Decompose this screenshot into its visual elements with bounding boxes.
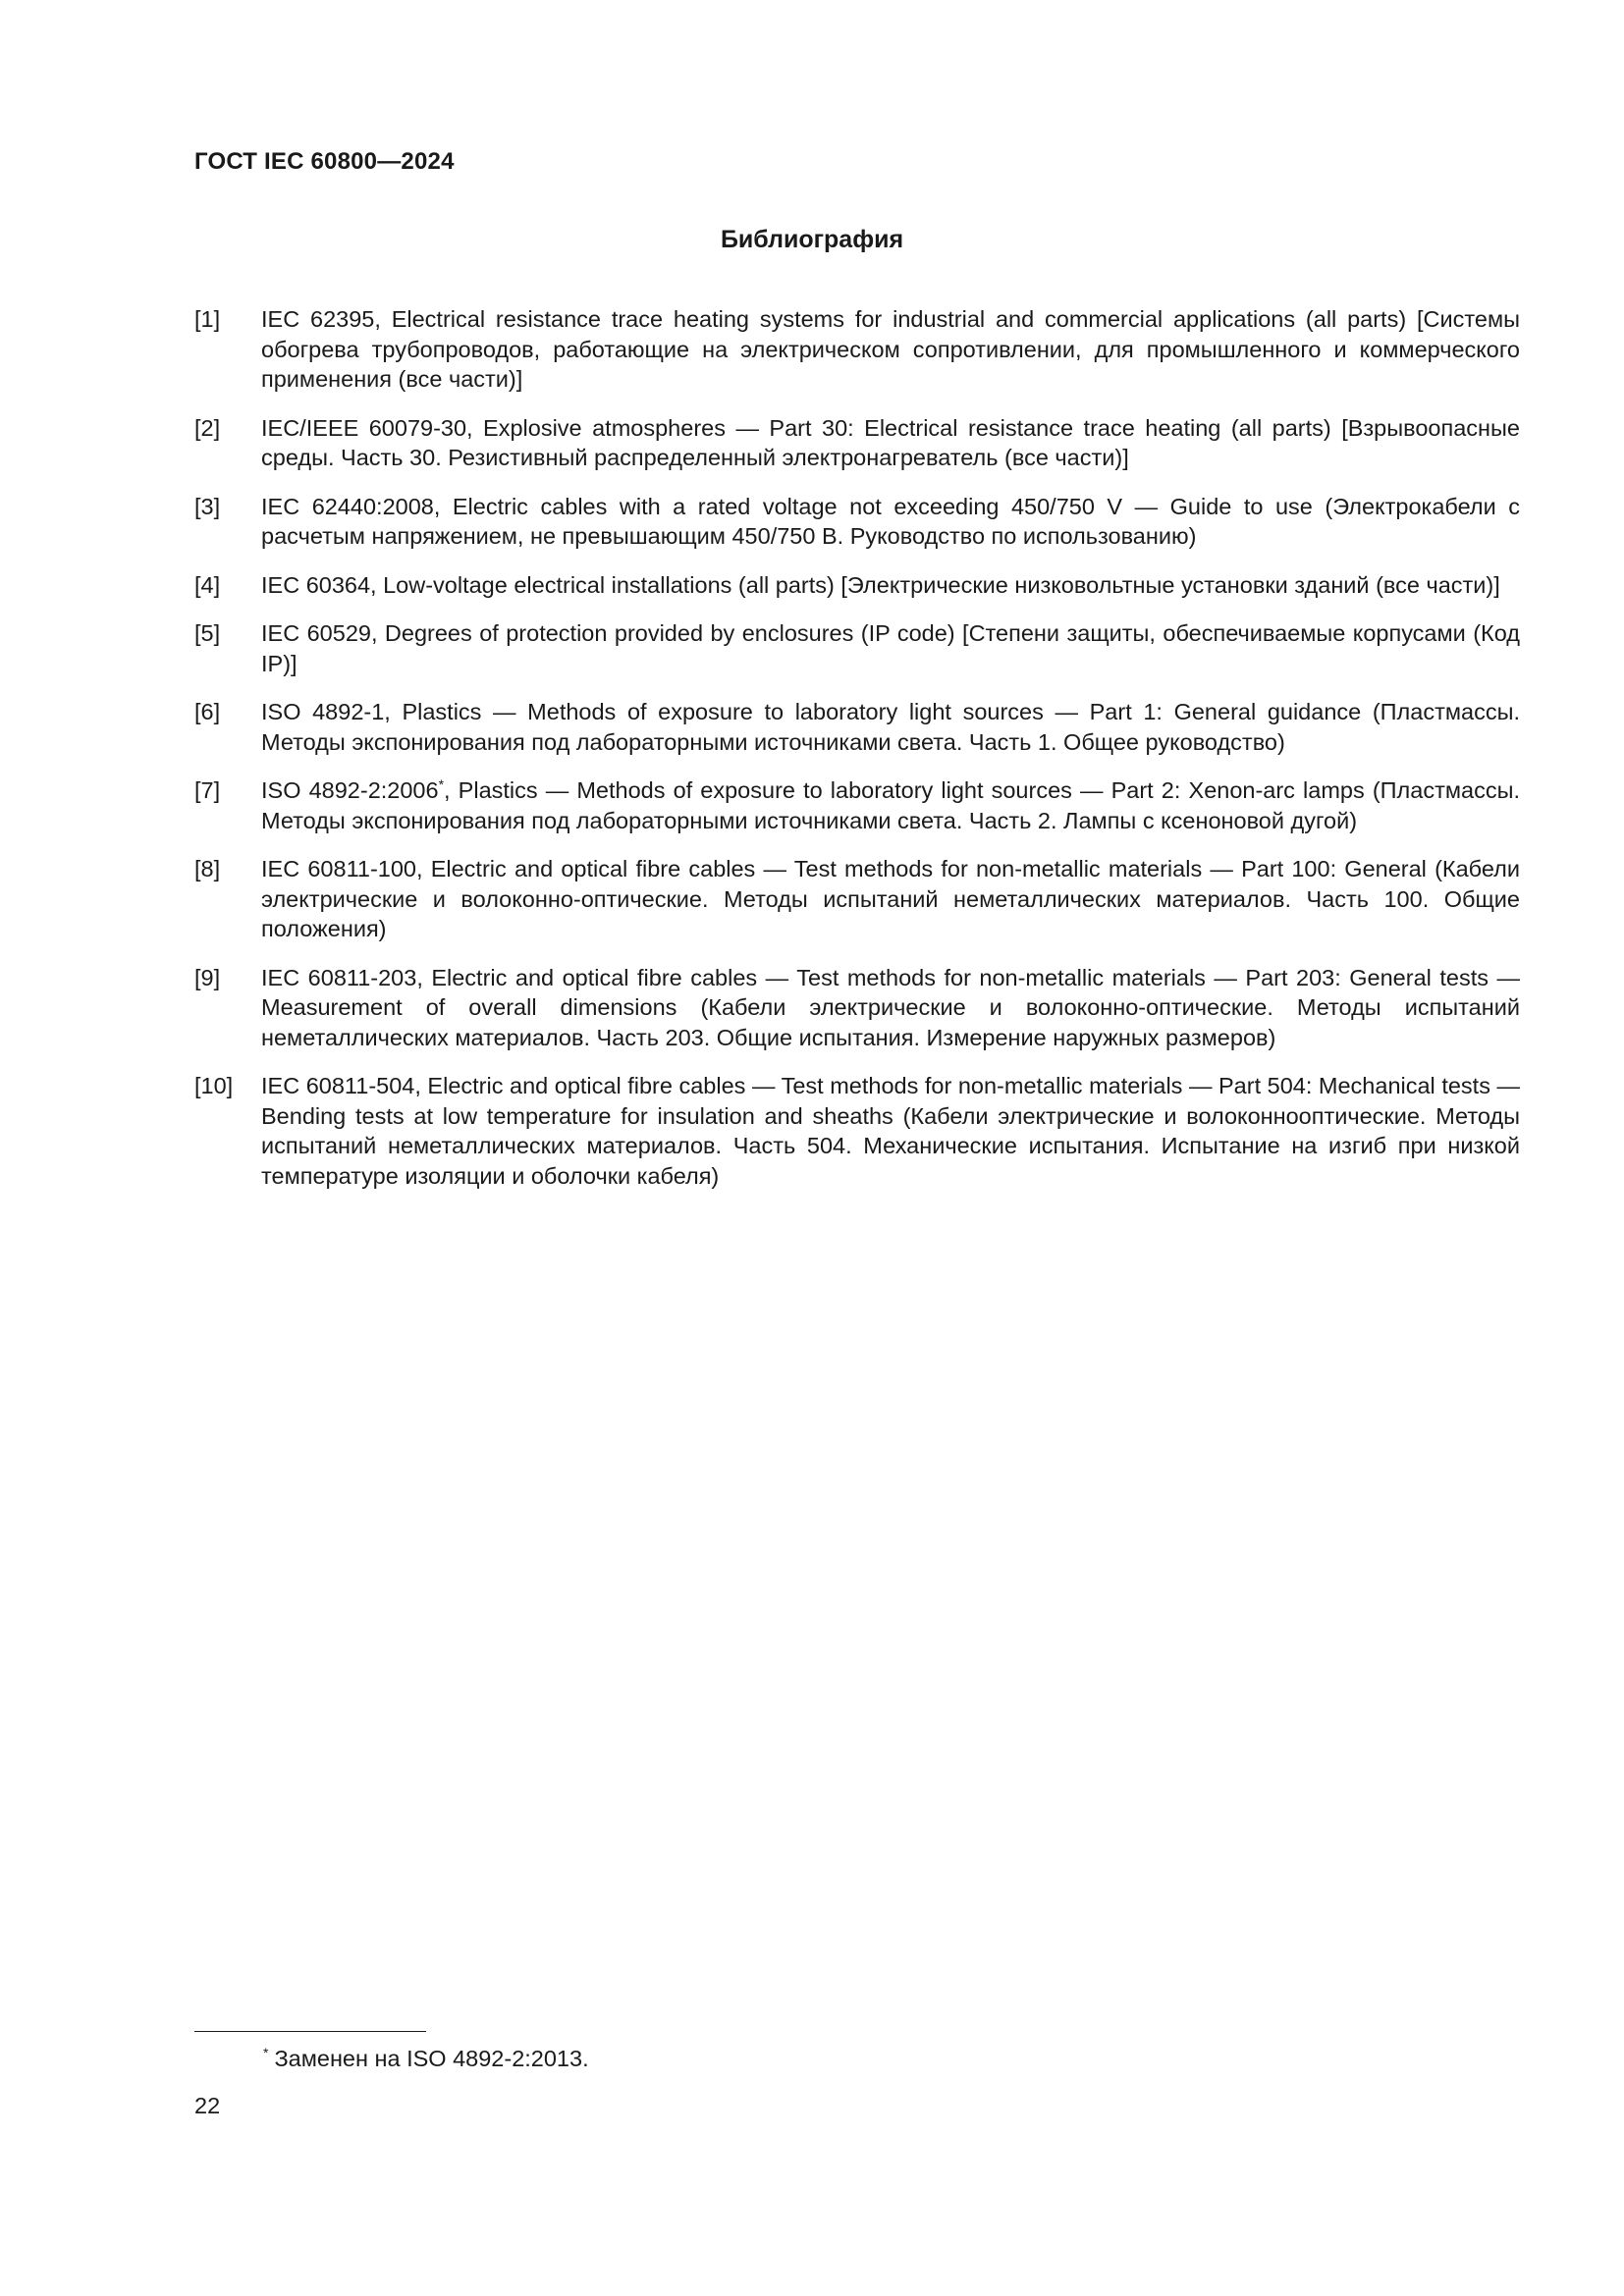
bibliography-entry [194,492,1520,552]
entry-text: IEC 60811-203, Electric and optical fibre cables — Test methods for non-metallic materials — Part 203: General tests — Measurement of overall dimensions (Кабели электрические и волоконно-оптические. Методы испытаний неметаллических материалов. Часть 203. Общие испытания. Измерение наружных размеров) [261,964,1520,1050]
entry-number: [7] [194,777,221,803]
entry-text: IEC 60811-504, Electric and optical fibre cables — Test methods for non-metallic materials — Part 504: Mechanical tests — Bending tests at low temperature for insulation and sheaths (Кабели электрические и волоконнооптические. Методы испытаний неметаллических материалов. Часть 504. Механические испытания. Испытание на изгиб при низкой температуре изоляции и оболочки кабеля) [261,1073,1520,1189]
bibliography-list [194,304,1520,1209]
footnote-text: Заменен на ISO 4892-2:2013. [274,2046,589,2071]
bibliography-entry [194,413,1520,473]
entry-number: [8] [194,856,221,881]
footnote-divider [194,2031,426,2032]
bibliography-entry [194,697,1520,757]
bibliography-entry [194,570,1520,601]
entry-number: [2] [194,414,221,441]
entry-text [261,775,1520,835]
entry-number: [3] [194,493,221,519]
entry-text: IEC 60364, Low-voltage electrical installations (all parts) [Электрические низковольтные установки зданий (все части)] [261,571,1500,598]
entry-text: IEC 62440:2008, Electric cables with a rated voltage not exceeding 450/750 V — Guide to use (Электрокабели с расчетым напряжением, не превышающим 450/750 В. Руководство по использованию) [261,493,1520,549]
entry-text-rest: , Plastics — Methods of exposure to laboratory light sources — Part 2: Xenon-arc lamps (Пластмассы. Методы экспонирования под лабораторными источниками света. Часть 2. Лампы с ксеноновой дугой) [261,777,1520,833]
entry-number: [1] [194,306,221,332]
bibliography-entry [194,618,1520,678]
standard-code-header: ГОСТ IEC 60800—2024 [194,148,455,175]
footnote-marker: * [263,2045,269,2061]
footnote-reference-marker: * [438,776,445,793]
bibliography-entry [194,854,1520,944]
bibliography-entry [194,304,1520,395]
bibliography-entry [194,963,1520,1053]
bibliography-title: Библиография [720,226,904,253]
page-number: 22 [194,2093,221,2118]
entry-number: [4] [194,571,221,598]
footnote [263,2044,589,2073]
entry-text: IEC 62395, Electrical resistance trace heating systems for industrial and commercial applications (all parts) [Системы обогрева трубопроводов, работающие на электрическом сопротивлении, для промышленного и коммерческого применения (все части)] [261,306,1520,392]
bibliography-entry [194,775,1520,835]
entry-number: [9] [194,964,221,990]
entry-text-start: ISO 4892-2:2006 [261,777,439,803]
entry-text: IEC 60529, Degrees of protection provided by enclosures (IP code) [Степени защиты, обеспечиваемые корпусами (Код IP)] [261,620,1520,676]
entry-text: ISO 4892-1, Plastics — Methods of exposure to laboratory light sources — Part 1: General guidance (Пластмассы. Методы экспонирования под лабораторными источниками света. Часть 1. Общее руководство) [261,699,1520,755]
bibliography-entry [194,1071,1520,1191]
entry-text: IEC 60811-100, Electric and optical fibre cables — Test methods for non-metallic materials — Part 100: General (Кабели электрические и волоконно-оптические. Методы испытаний неметаллических материалов. Часть 100. Общие положения) [261,856,1520,941]
entry-number: [10] [194,1073,234,1098]
entry-text: IEC/IEEE 60079-30, Explosive atmospheres — Part 30: Electrical resistance trace heating (all parts) [Взрывоопасные среды. Часть 30. Резистивный распределенный электронагреватель (все части)] [261,414,1520,470]
entry-number: [5] [194,620,221,646]
entry-number: [6] [194,699,221,724]
